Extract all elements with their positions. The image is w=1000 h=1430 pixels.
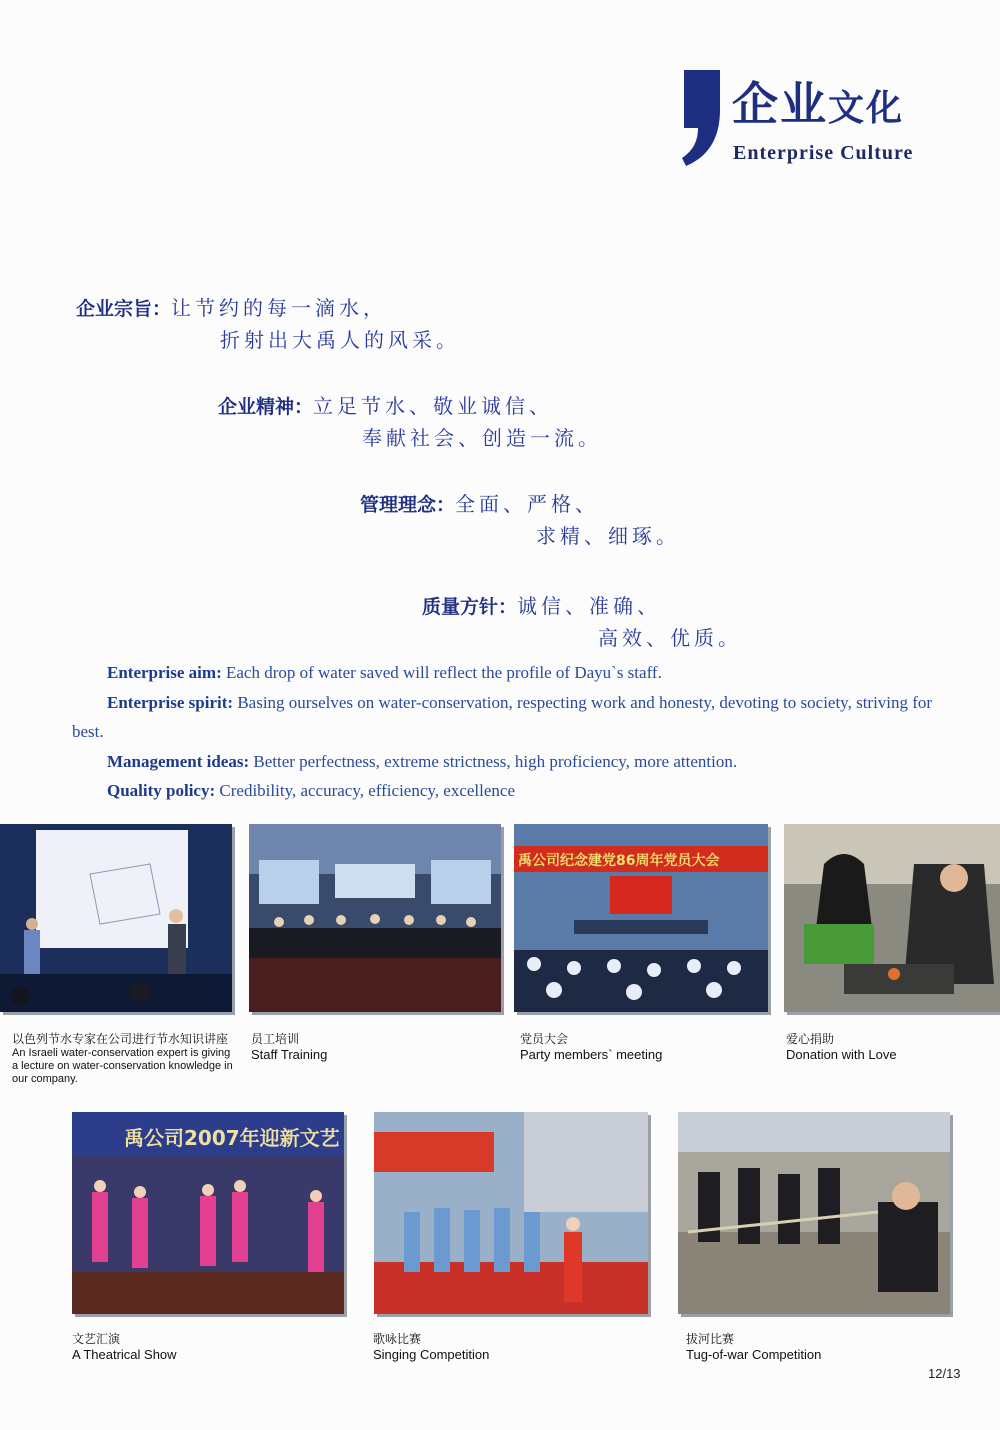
caption-party-meeting: 党员大会 Party members` meeting <box>520 1032 663 1062</box>
party-meeting-banner: 禹公司纪念建党86周年党员大会 <box>518 853 720 869</box>
motto-aim <box>76 292 460 352</box>
english-quality: Quality policy: Credibility, accuracy, efficiency, excellence <box>107 781 516 800</box>
page-number: 12/13 <box>928 1366 961 1381</box>
caption-singing-competition: 歌咏比赛 Singing Competition <box>373 1332 490 1362</box>
motto-label: 管理理念： <box>360 494 456 516</box>
photo-donation <box>784 824 1000 1012</box>
motto-line: 全面、严格、 <box>455 492 600 516</box>
caption-donation: 爱心捐助 Donation with Love <box>786 1032 897 1062</box>
motto-line: 折射出大禹人的风采。 <box>220 328 460 352</box>
caption-tug-of-war: 拔河比赛 Tug-of-war Competition <box>686 1332 822 1362</box>
motto-line: 求精、细琢。 <box>536 524 680 548</box>
motto-management <box>360 488 680 548</box>
caption-lecture: 以色列节水专家在公司进行节水知识讲座 An Israeli water-conservation expert is giving a lecture on water-conservation knowledge in our company. <box>12 1032 233 1085</box>
english-aim: Enterprise aim: Each drop of water saved will reflect the profile of Dayu`s staff. <box>107 663 662 682</box>
header-title-cn <box>732 68 904 134</box>
photo-theatrical-show <box>72 1112 344 1314</box>
caption-staff-training: 员工培训 Staff Training <box>251 1032 328 1062</box>
photo-tug-of-war <box>678 1112 950 1314</box>
motto-label: 质量方针： <box>422 596 518 618</box>
title-cn-small: 文化 <box>828 87 905 129</box>
english-statements <box>72 658 962 806</box>
photo-party-meeting <box>514 824 768 1012</box>
motto-line: 奉献社会、创造一流。 <box>362 426 602 450</box>
motto-spirit <box>218 390 602 450</box>
english-management: Management ideas: Better perfectness, extreme strictness, high proficiency, more attention. <box>107 751 738 771</box>
motto-quality <box>422 590 742 650</box>
photo-staff-training <box>249 824 501 1012</box>
photo-lecture <box>0 824 232 1012</box>
header-title-en: Enterprise Culture <box>733 142 914 164</box>
caption-theatrical-show: 文艺汇演 A Theatrical Show <box>72 1332 177 1362</box>
title-cn-big: 企业 <box>732 77 828 131</box>
theatrical-show-banner: 禹公司2007年迎新文艺 <box>124 1126 340 1150</box>
english-spirit: Enterprise spirit: Basing ourselves on water-conservation, respecting work and honesty, devoting to society, striving for best. <box>72 692 933 741</box>
motto-line: 让节约的每一滴水， <box>171 296 388 320</box>
motto-label: 企业宗旨： <box>76 298 172 320</box>
motto-label: 企业精神： <box>218 396 314 418</box>
photo-singing-competition <box>374 1112 648 1314</box>
motto-line: 高效、优质。 <box>598 626 742 650</box>
motto-line: 立足节水、敬业诚信、 <box>313 394 554 418</box>
header-comma-mark <box>680 70 722 166</box>
motto-line: 诚信、准确、 <box>517 594 662 618</box>
